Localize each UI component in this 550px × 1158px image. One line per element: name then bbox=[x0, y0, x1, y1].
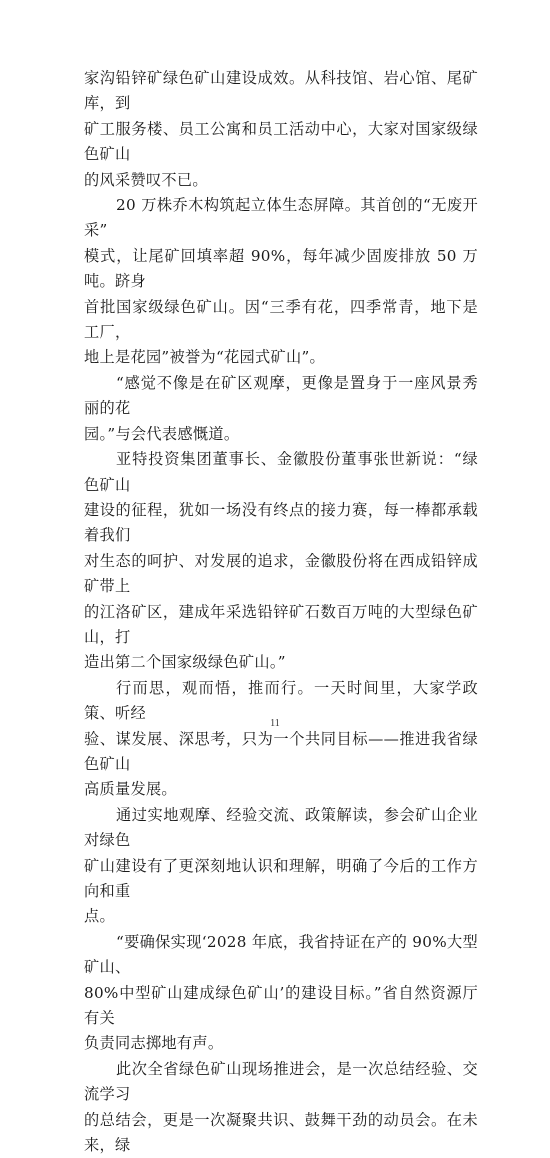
page-number: 11 bbox=[270, 718, 280, 729]
paragraph-7: “要确保实现‘2028 年底，我省持证在产的 90%大型矿山、 80%中型矿山建成绿色矿山’的建设目标。”省自然资源厅有关 负责同志掷地有声。 bbox=[84, 932, 478, 1053]
paragraph-1: 家沟铅锌矿绿色矿山建设成效。从科技馆、岩心馆、尾矿库，到 矿工服务楼、员工公寓和员工活动中心，大家对国家级绿色矿山 的风采赞叹不已。 bbox=[84, 69, 478, 189]
paragraph-5: 行而思，观而悟，推而行。一天时间里，大家学政策、听经 验、谋发展、深思考，只为一个共同目标——推进我省绿色矿山 高质量发展。 bbox=[84, 678, 478, 799]
paragraph-6: 通过实地观摩、经验交流、政策解读，参会矿山企业对绿色 矿山建设有了更深刻地认识和理解，明确了今后的工作方向和重 点。 bbox=[84, 805, 478, 926]
paragraph-8: 此次全省绿色矿山现场推进会，是一次总结经验、交流学习 的总结会，更是一次凝聚共识、鼓舞干劲的动员会。在未来，绿 bbox=[84, 1059, 478, 1155]
paragraph-2: 20 万株乔木构筑起立体生态屏障。其首创的“无废开采” 模式，让尾矿回填率超 90%，每年减少固废排放 50 万吨。跻身 首批国家级绿色矿山。因“三季有花，四季常青，地下是工厂， 地上是花园”被誉为“花园式矿山”。 bbox=[84, 196, 478, 367]
article-body bbox=[84, 66, 478, 1158]
paragraph-4: 亚特投资集团董事长、金徽股份董事张世新说：“绿色矿山 建设的征程，犹如一场没有终点的接力赛，每一棒都承载着我们 对生态的呵护、对发展的追求，金徽股份将在西成铅锌成矿带上 的江洛矿区，建成年采选铅锌矿石数百万吨的大型绿色矿山，打 造出第二个国家级绿色矿山。” bbox=[84, 450, 478, 672]
paragraph-3: “感觉不像是在矿区观摩，更像是置身于一座风景秀丽的花 园。”与会代表感慨道。 bbox=[84, 373, 478, 443]
